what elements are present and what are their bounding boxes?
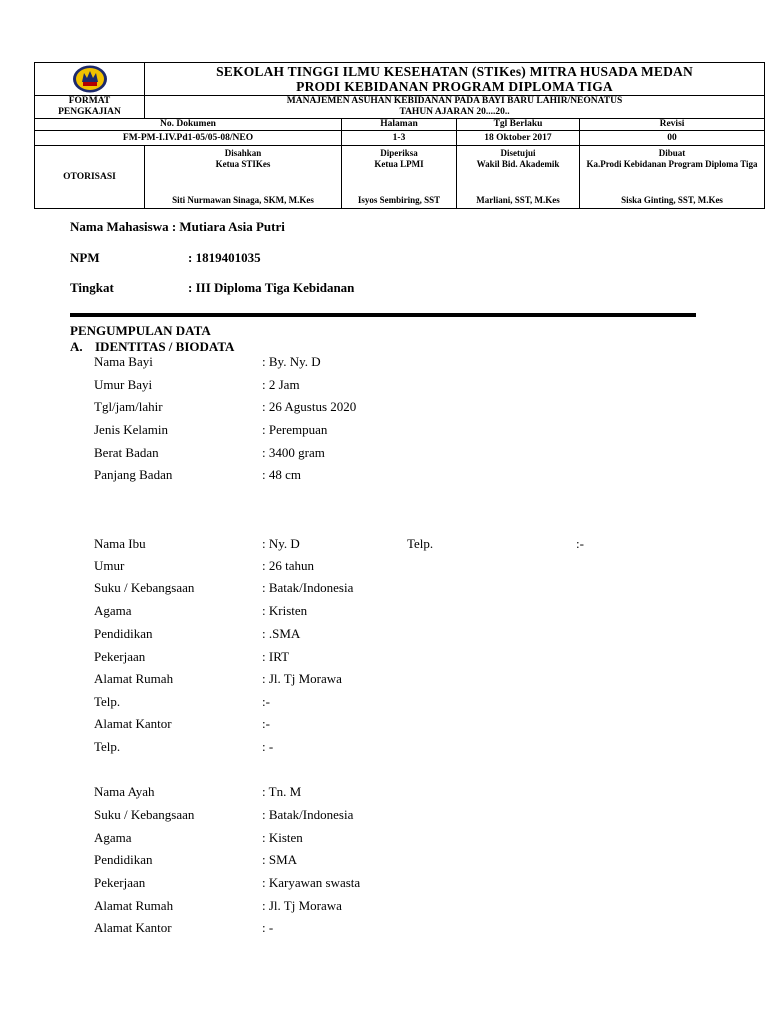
field-value: : 48 cm [262,467,301,482]
field-value: : - [262,920,274,935]
field-value: : - [262,739,274,754]
field-label: Suku / Kebangsaan [94,807,195,822]
val-halaman: 1-3 [342,131,457,146]
sign-role: Wakil Bid. Akademik [476,159,560,169]
field-label: Pendidikan [94,626,153,641]
sign-title: Disahkan [224,148,262,158]
field-label: Agama [94,603,132,618]
document-header-table [34,62,765,209]
field-value: : 26 tahun [262,558,314,573]
ibu-telp-value: :- [576,536,584,551]
signature-dibuat [580,146,765,209]
field-value: : Tn. M [262,784,302,799]
sign-title: Disetujui [500,148,536,158]
school-title-cell [145,63,765,96]
col-halaman: Halaman [342,119,457,131]
sub-section-text: IDENTITAS / BIODATA [95,339,235,354]
field-label: Alamat Kantor [94,716,172,731]
signature-disahkan [145,146,342,209]
val-revisi: 00 [580,131,765,146]
field-label: Pekerjaan [94,649,146,664]
field-label: Telp. [94,694,121,709]
divider-rule [70,313,696,317]
field-value: : Jl. Tj Morawa [262,671,342,686]
sign-name: Marliani, SST, M.Kes [476,195,560,205]
field-label: Pendidikan [94,852,153,867]
field-value: : 26 Agustus 2020 [262,399,357,414]
field-value: : 3400 gram [262,445,325,460]
val-tgl-berlaku: 18 Oktober 2017 [457,131,580,146]
school-name: SEKOLAH TINGGI ILMU KESEHATAN (STIKes) MITRA HUSADA MEDAN [216,64,693,79]
field-label: Nama Bayi [94,354,153,369]
field-label: Alamat Rumah [94,898,174,913]
doc-title: MANAJEMEN ASUHAN KEBIDANAN PADA BAYI BARU LAHIR/NEONATUS [286,96,623,106]
sub-section-title [70,339,234,355]
doc-title-cell [145,96,765,119]
field-value: : .SMA [262,626,301,641]
sign-name: Isyos Sembiring, SST [357,195,441,205]
school-logo-icon [71,64,109,94]
field-value: : Batak/Indonesia [262,807,354,822]
npm-label: NPM [70,250,100,265]
field-label: Tgl/jam/lahir [94,399,163,414]
field-value: : Ny. D [262,536,300,551]
format-label-2: PENGKAJIAN [58,107,121,117]
field-label: Umur Bayi [94,377,153,392]
field-value: : Perempuan [262,422,328,437]
field-label: Umur [94,558,125,573]
otorisasi-label: OTORISASI [35,146,145,209]
field-label: Nama Ayah [94,784,155,799]
sub-section-letter: A. [70,339,83,354]
field-value: :- [262,694,270,709]
field-label: Alamat Rumah [94,671,174,686]
ibu-telp-label: Telp. [407,536,434,551]
logo-cell [35,63,145,96]
sign-role: Ka.Prodi Kebidanan Program Diploma Tiga [586,159,758,169]
sign-title: Dibuat [658,148,686,158]
field-value: : Batak/Indonesia [262,580,354,595]
tingkat-value: : III Diploma Tiga Kebidanan [188,280,355,295]
field-value: : By. Ny. D [262,354,321,369]
format-cell [35,96,145,119]
student-name: Nama Mahasiswa : Mutiara Asia Putri [70,219,285,234]
val-no-dokumen: FM-PM-I.IV.Pd1-05/05-08/NEO [35,131,342,146]
format-label: FORMAT [68,96,111,106]
field-label: Agama [94,830,132,845]
field-label: Telp. [94,739,121,754]
field-value: : Kristen [262,603,308,618]
signature-diperiksa [342,146,457,209]
field-label: Alamat Kantor [94,920,172,935]
field-label: Jenis Kelamin [94,422,169,437]
npm-value: : 1819401035 [188,250,261,265]
sign-title: Diperiksa [380,148,418,158]
field-value: : Kisten [262,830,303,845]
field-value: : SMA [262,852,298,867]
col-tgl-berlaku: Tgl Berlaku [457,119,580,131]
col-no-dokumen: No. Dokumen [35,119,342,131]
field-label: Berat Badan [94,445,159,460]
col-revisi: Revisi [580,119,765,131]
field-label: Pekerjaan [94,875,146,890]
field-label: Panjang Badan [94,467,173,482]
field-value: : 2 Jam [262,377,300,392]
sign-role: Ketua LPMI [374,159,424,169]
program-name: PRODI KEBIDANAN PROGRAM DIPLOMA TIGA [296,79,613,94]
section-title: PENGUMPULAN DATA [70,323,211,338]
academic-year: TAHUN AJARAN 20....20.. [399,107,510,117]
field-label: Suku / Kebangsaan [94,580,195,595]
field-value: : Karyawan swasta [262,875,361,890]
tingkat-label: Tingkat [70,280,114,295]
field-value: : IRT [262,649,290,664]
field-label: Nama Ibu [94,536,146,551]
field-value: :- [262,716,270,731]
sign-role: Ketua STIKes [215,159,271,169]
field-value: : Jl. Tj Morawa [262,898,342,913]
sign-name: Siti Nurmawan Sinaga, SKM, M.Kes [172,195,314,205]
signature-disetujui [457,146,580,209]
sign-name: Siska Ginting, SST, M.Kes [621,195,723,205]
